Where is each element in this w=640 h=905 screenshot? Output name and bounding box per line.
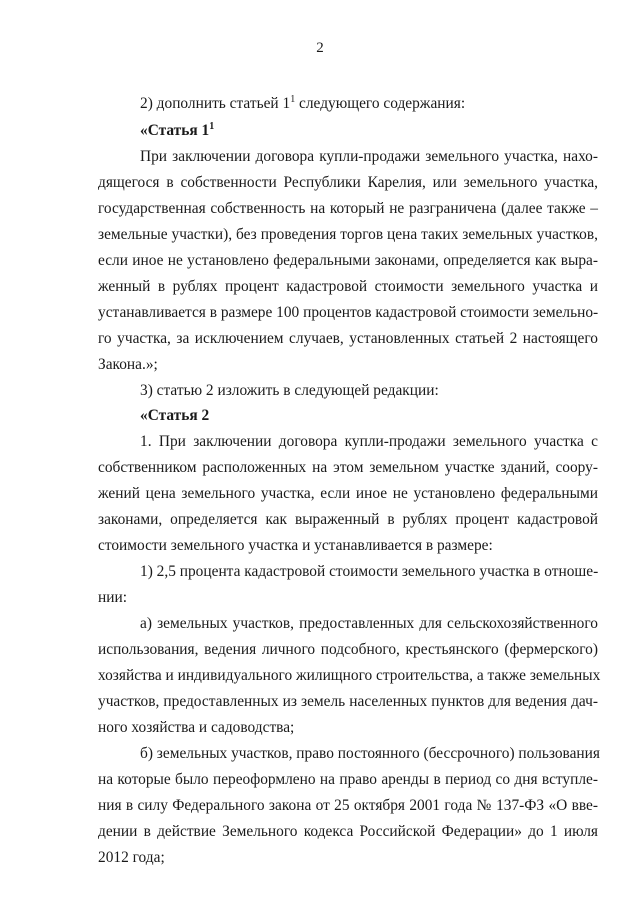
article-2-line: на которые было переоформлено на право аренды в период со дня вступле- (98, 771, 598, 788)
amendment-item-3: 3) статью 2 изложить в следующей редакции: (140, 382, 439, 399)
article-1-heading (140, 121, 214, 143)
article-1-line: При заключении договора купли-продажи земельного участка, нахо- (140, 148, 598, 165)
article-2-line: хозяйства и индивидуального жилищного строительства, а также земельных (98, 667, 601, 684)
amendment-item-2 (140, 94, 465, 116)
article-1-line: женный в рублях процент кадастровой стоимости земельного участка и (98, 278, 598, 295)
article-2-line: 2012 года; (98, 849, 165, 866)
article-2-line: участков, предоставленных из земель населенных пунктов для ведения дач- (98, 693, 598, 710)
article-2-line: дении в действие Земельного кодекса Российской Федерации» до 1 июля (98, 823, 598, 840)
article-1-line: государственная собственность на который не разграничена (далее также – (98, 200, 598, 217)
article-2-line: собственником расположенных на этом земельном участке зданий, соору- (98, 459, 598, 476)
article-2-line: б) земельных участков, право постоянного (бессрочного) пользования (140, 745, 600, 762)
article-2-line: ного хозяйства и садоводства; (98, 719, 295, 736)
article-1-line: дящегося в собственности Республики Карелия, или земельного участка, (98, 174, 598, 191)
article-1-heading-text: «Статья 1 (140, 122, 210, 139)
article-2-line: 1) 2,5 процента кадастровой стоимости земельного участка в отноше- (140, 563, 599, 580)
amendment-item-2-tail: следующего содержания: (295, 95, 466, 112)
article-1-line: земельные участки), без проведения торгов цена таких земельных участков, (98, 226, 598, 243)
article-1-line: Закона.»; (98, 356, 158, 373)
article-2-line: 1. При заключении договора купли-продажи земельного участка с (140, 433, 598, 450)
article-2-line: нии: (98, 589, 127, 606)
article-1-line: устанавливается в размере 100 процентов кадастровой стоимости земельно- (98, 304, 599, 321)
article-2-line: использования, ведения личного подсобного, крестьянского (фермерского) (98, 641, 598, 658)
article-1-heading-sup: 1 (209, 121, 215, 132)
article-2-line: стоимости земельного участка и устанавливается в размере: (98, 537, 493, 554)
article-2-heading: «Статья 2 (140, 407, 210, 424)
amendment-item-2-text: 2) дополнить статьей 1 (140, 95, 291, 112)
article-2-line: жений цена земельного участка, если иное не установлено федеральными (98, 485, 598, 502)
page-number: 2 (316, 40, 324, 56)
article-1-line: если иное не установлено федеральными законами, определяется как выра- (98, 252, 598, 269)
article-2-line: а) земельных участков, предоставленных для сельскохозяйственного (140, 615, 598, 632)
article-2-line: законами, определяется как выраженный в рублях процент кадастровой (98, 511, 598, 528)
article-2-line: ния в силу Федерального закона от 25 октября 2001 года № 137-ФЗ «О вве- (98, 797, 598, 814)
article-1-line: го участка, за исключением случаев, установленных статьей 2 настоящего (98, 330, 598, 347)
amendment-item-2-sup: 1 (290, 94, 296, 105)
